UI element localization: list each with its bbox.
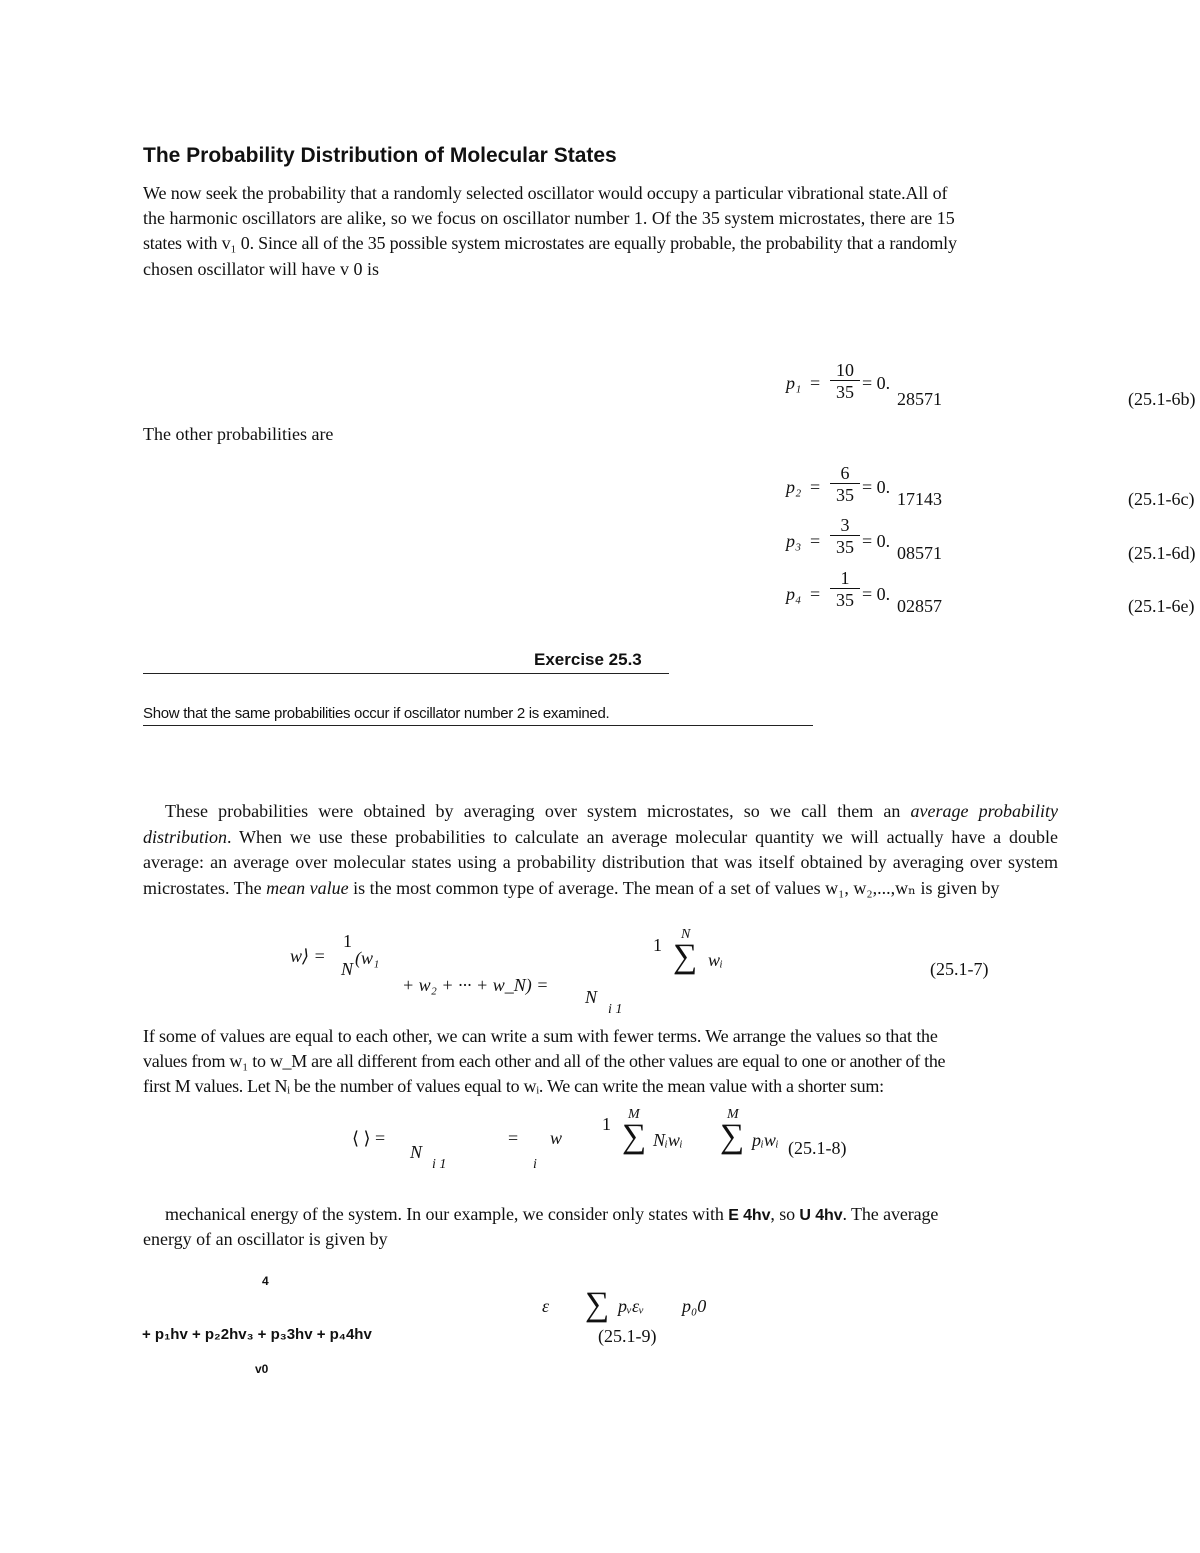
eq-8-upper-M-1: M [628, 1107, 640, 1122]
eq-8-lhs: ⟨ ⟩ = [352, 1128, 386, 1148]
eq-6e-equals-zero: = 0. [862, 584, 891, 604]
eq-9-summation: ∑ [585, 1286, 610, 1323]
eq-6e-denominator: 35 [836, 590, 854, 610]
eq-8-N: N [410, 1142, 423, 1162]
eq-9-expansion: + p₁hv + p₂2hv₃ + p₃3hv + p₄4hv [142, 1326, 372, 1343]
eq-8-summation-1: ∑ [622, 1118, 647, 1155]
eq-6d-numerator: 3 [830, 515, 860, 536]
eq-8-one: 1 [602, 1114, 611, 1134]
eq-6b-numerator: 10 [830, 360, 860, 381]
eq-7-lhs: w⟩ = [290, 946, 326, 966]
exercise-bottom-rule [143, 725, 813, 726]
eq-6e-fraction [830, 568, 860, 611]
exercise-text: Show that the same probabilities occur if oscillator number 2 is examined. [143, 705, 610, 722]
eq-7-wi: wᵢ [708, 950, 723, 970]
para4-text-3: . The average [842, 1204, 939, 1224]
eq-6c-fraction [830, 463, 860, 506]
eq-8-index-i: i [533, 1157, 537, 1172]
eq-8-lower-index: i 1 [432, 1157, 447, 1172]
eq-6e-symbol: p₄ [786, 584, 802, 604]
eq-9-epsilon: ε [542, 1296, 550, 1316]
paragraph-intro-line-4: chosen oscillator will have v 0 is [143, 259, 379, 279]
eq-6d-equals: = [810, 531, 821, 551]
paragraph-fewer-terms-line-3: first M values. Let Nᵢ be the number of values equal to wᵢ. We can write the mean value with a shorter sum: [143, 1076, 884, 1096]
eq-6e-equals: = [810, 584, 821, 604]
eq-6e-number: (25.1-6e) [1128, 596, 1195, 616]
eq-6c-numerator: 6 [830, 463, 860, 484]
eq-7-lower-index: i 1 [608, 1002, 623, 1017]
eq-9-term: pᵥεᵥ [618, 1296, 645, 1316]
eq-9-number: (25.1-9) [598, 1326, 657, 1346]
para4-symbol-E: E [728, 1207, 739, 1224]
para2-text-1: These probabilities were obtained by averaging over system microstates, so we call them an [165, 801, 911, 821]
eq-7-N2: N [585, 987, 598, 1007]
paragraph-fewer-terms-line-2: values from w₁ to w_M are all different from each other and all of the other values are equal to one or another of the [143, 1051, 946, 1071]
eq-6c-number: (25.1-6c) [1128, 489, 1195, 509]
eq-6d-symbol: p₃ [786, 531, 802, 551]
exercise-top-rule [143, 673, 669, 674]
eq-7-summation: ∑ [673, 938, 698, 975]
eq-7-rest: + w₂ + ··· + w_N) = [402, 975, 549, 995]
eq-6d-number: (25.1-6d) [1128, 543, 1196, 563]
eq-9-upper-limit: 4 [262, 1274, 269, 1288]
eq-6e-value: 02857 [897, 596, 942, 616]
para2-italic-1: average probability distribution [143, 801, 1058, 847]
paragraph-intro-line-2: the harmonic oscillators are alike, so we focus on oscillator number 1. Of the 35 system microstates, there are 15 [143, 208, 955, 228]
eq-8-number: (25.1-8) [788, 1138, 847, 1158]
paragraph-intro-line-1: We now seek the probability that a randomly selected oscillator would occupy a particular vibrational state.All of [143, 183, 948, 203]
eq-8-w: w [550, 1128, 563, 1148]
eq-6c-value: 17143 [897, 489, 942, 509]
eq-6b-number: (25.1-6b) [1128, 389, 1196, 409]
para4-text-1: mechanical energy of the system. In our example, we consider only states with [165, 1204, 729, 1224]
eq-8-Niwi: Nᵢwᵢ [653, 1130, 683, 1150]
eq-6d-denominator: 35 [836, 537, 854, 557]
eq-6b-value: 28571 [897, 389, 942, 409]
eq-6d-equals-zero: = 0. [862, 531, 891, 551]
eq-6b-equals: = [810, 373, 821, 393]
eq-6c-equals-zero: = 0. [862, 477, 891, 497]
eq-6d-value: 08571 [897, 543, 942, 563]
eq-7-upper-N: N [681, 927, 691, 942]
section-heading: The Probability Distribution of Molecular States [143, 144, 617, 167]
eq-6d-fraction [830, 515, 860, 558]
eq-7-one-2: 1 [653, 935, 662, 955]
eq-6c-denominator: 35 [836, 485, 854, 505]
para2-text-2: . When we use these probabilities to calculate an average molecular quantity we will actually have a double average: an average over molecular states using a probability distribution that was itself obtained by averaging over system microstates. The [143, 826, 1058, 898]
para4-symbol-U: U [799, 1207, 811, 1224]
eq-8-equals: = [508, 1128, 519, 1148]
eq-7-one: 1 [343, 931, 352, 951]
eq-7-N: N [341, 959, 354, 979]
eq-9-lower-limit: v0 [255, 1362, 269, 1376]
para4-4hv-1: 4hv [738, 1207, 771, 1224]
eq-7-number: (25.1-7) [930, 959, 989, 979]
eq-6e-numerator: 1 [830, 568, 860, 589]
paragraph-mechanical-energy-line-1 [165, 1204, 938, 1225]
eq-8-piwi: pᵢwᵢ [752, 1130, 779, 1150]
eq-8-upper-M-2: M [727, 1107, 739, 1122]
eq-7-w1: (w₁ [355, 948, 380, 968]
eq-8-summation-2: ∑ [720, 1118, 745, 1155]
para2-italic-2: mean value [266, 877, 349, 898]
eq-6b-fraction [830, 360, 860, 403]
eq-6b-equals-zero: = 0. [862, 373, 891, 393]
para2-text-3: is the most common type of average. The mean of a set of values w₁, w₂,...,wₙ is given by [348, 877, 1000, 898]
other-probabilities-text: The other probabilities are [143, 424, 334, 444]
para4-4hv-2: 4hv [810, 1207, 843, 1224]
eq-9-p0: p₀0 [682, 1296, 707, 1316]
eq-6c-symbol: p₂ [786, 477, 802, 497]
para4-text-2: , so [770, 1204, 800, 1224]
eq-6b-symbol: p₁ [786, 373, 802, 393]
exercise-title: Exercise 25.3 [534, 650, 642, 669]
paragraph-average-distribution [143, 799, 1058, 901]
paragraph-mechanical-energy-line-2: energy of an oscillator is given by [143, 1229, 388, 1249]
paragraph-fewer-terms-line-1: If some of values are equal to each other, we can write a sum with fewer terms. We arrange the values so that the [143, 1026, 938, 1046]
paragraph-intro-line-3: states with v₁ 0. Since all of the 35 possible system microstates are equally probable, the probability that a randomly [143, 233, 957, 253]
eq-6b-denominator: 35 [836, 382, 854, 402]
eq-6c-equals: = [810, 477, 821, 497]
